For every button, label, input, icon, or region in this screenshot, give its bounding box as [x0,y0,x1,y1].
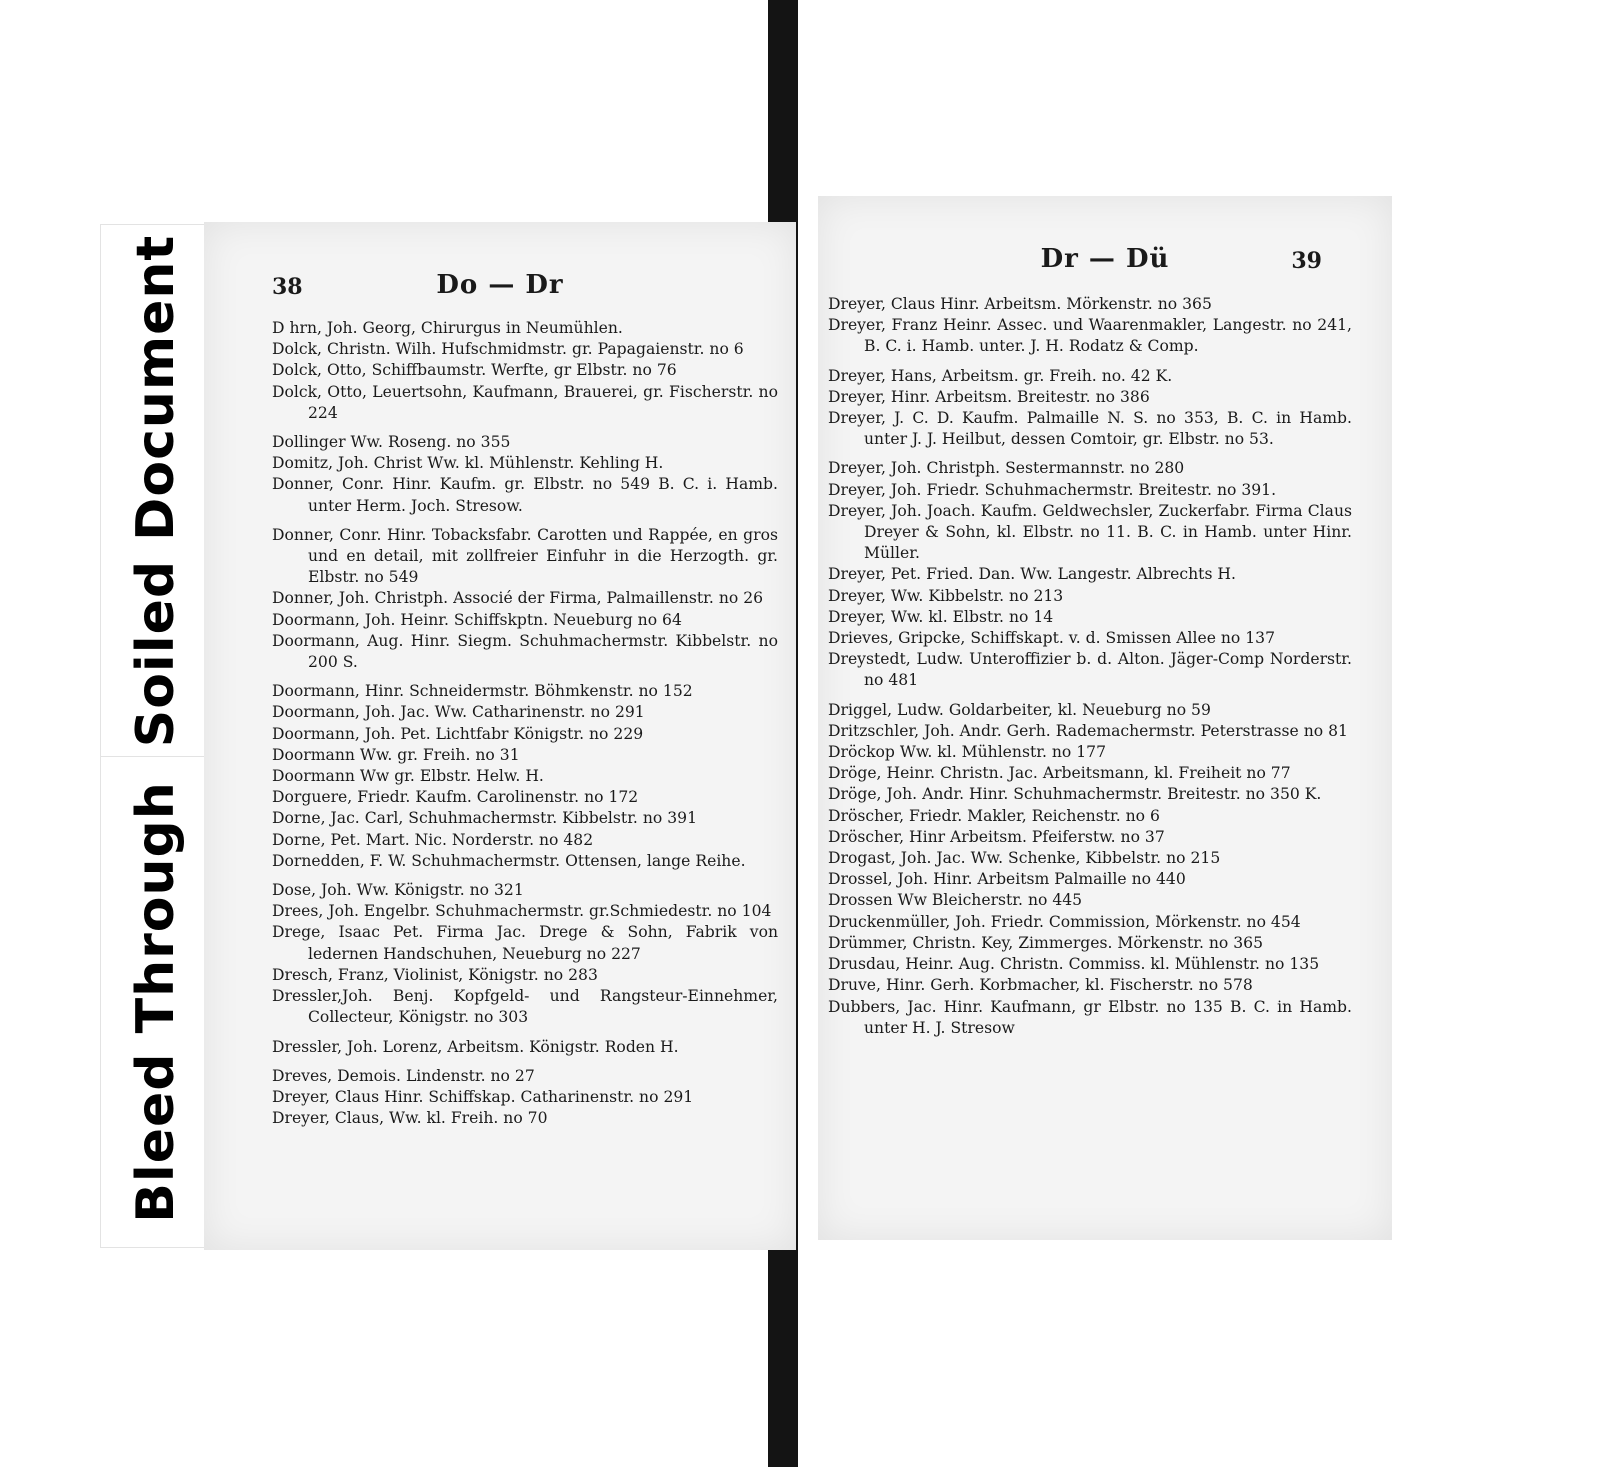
right-page-number: 39 [1291,248,1322,274]
directory-entry: Dolck, Christn. Wilh. Hufschmidmstr. gr. Papagaienstr. no 6 [272,340,744,359]
directory-entry: Dollinger Ww. Roseng. no 355 [272,433,511,452]
directory-entry: Dröscher, Hinr Arbeitsm. Pfeiferstw. no 37 [828,827,1165,846]
directory-entry: Dreyer, Hinr. Arbeitsm. Breitestr. no 386 [828,387,1150,406]
directory-entry: Dreyer, Ww. Kibbelstr. no 213 [828,586,1064,605]
right-running-head: Dr — Dü [1040,244,1170,274]
directory-entry: Dreystedt, Ludw. Unteroffizier b. d. Alton. Jäger-Comp Norderstr. no 481 [828,650,1352,690]
left-page-number: 38 [272,274,303,300]
directory-entry: Doormann, Joh. Jac. Ww. Catharinenstr. no 291 [272,703,645,722]
directory-entry: Doormann Ww. gr. Freih. no 31 [272,745,520,764]
left-page-header [204,270,796,314]
directory-entry: Dreyer, Joh. Joach. Kaufm. Geldwechsler, Zuckerfabr. Firma Claus Dreyer & Sohn, kl. Elbstr. no 11. B. C. in Hamb. unter Hinr. Müller. [828,501,1352,563]
directory-entry: Dröckop Ww. kl. Mühlenstr. no 177 [828,743,1107,762]
right-page [818,196,1392,1240]
directory-entry: Doormann, Joh. Pet. Lichtfabr Königstr. no 229 [272,724,644,743]
directory-entry: Domitz, Joh. Christ Ww. kl. Mühlenstr. Kehling H. [272,454,664,473]
directory-entry: Dröge, Heinr. Christn. Jac. Arbeitsmann, kl. Freiheit no 77 [828,764,1291,783]
directory-entry: Dorne, Jac. Carl, Schuhmachermstr. Kibbelstr. no 391 [272,809,697,828]
directory-entry: Donner, Conr. Hinr. Tobacksfabr. Carotten und Rappée, en gros und en detail, mit zollfreier Einfuhr in die Herzogth. gr. Elbstr. no 549 [272,525,778,587]
directory-entry: Dornedden, F. W. Schuhmachermstr. Ottensen, lange Reihe. [272,851,746,870]
directory-entry: Donner, Conr. Hinr. Kaufm. gr. Elbstr. no 549 B. C. i. Hamb. unter Herm. Joch. Stresow. [272,475,778,515]
directory-entry: Dressler, Joh. Lorenz, Arbeitsm. Königstr. Roden H. [272,1037,679,1056]
bleed-through-label: Bleed Through [126,781,186,1223]
directory-entry: Dreyer, Franz Heinr. Assec. und Waarenmakler, Langestr. no 241, B. C. i. Hamb. unter. J. H. Rodatz & Comp. [828,316,1352,356]
directory-entry: Drege, Isaac Pet. Firma Jac. Drege & Sohn, Fabrik von ledernen Handschuhen, Neueburg no 227 [272,923,778,963]
directory-entry: Druckenmüller, Joh. Friedr. Commission, Mörkenstr. no 454 [828,912,1301,931]
directory-entry: Dose, Joh. Ww. Königstr. no 321 [272,881,524,900]
soiled-document-label: Soiled Document [126,234,186,748]
directory-entry: Doormann, Aug. Hinr. Siegm. Schuhmachermstr. Kibbelstr. no 200 S. [272,631,778,672]
directory-entry: Dreyer, Ww. kl. Elbstr. no 14 [828,607,1054,626]
directory-entry: Donner, Joh. Christph. Associé der Firma, Palmaillenstr. no 26 [272,589,764,608]
directory-entry: Drusdau, Heinr. Aug. Christn. Commiss. kl. Mühlenstr. no 135 [828,955,1320,974]
directory-entry: Dröscher, Friedr. Makler, Reichenstr. no 6 [828,806,1160,825]
directory-entry: Doormann Ww gr. Elbstr. Helw. H. [272,767,544,786]
right-entry-list [828,294,1352,1039]
directory-entry: Dorne, Pet. Mart. Nic. Norderstr. no 482 [272,830,594,849]
directory-entry: Druve, Hinr. Gerh. Korbmacher, kl. Fischerstr. no 578 [828,976,1253,995]
left-page [204,222,796,1250]
directory-entry: Dolck, Otto, Leuertsohn, Kaufmann, Brauerei, gr. Fischerstr. no 224 [272,382,778,422]
soiled-document-label-panel [100,224,212,758]
left-entry-list [272,318,778,1129]
directory-entry: Dorguere, Friedr. Kaufm. Carolinenstr. no 172 [272,788,639,807]
directory-entry: Drossen Ww Bleicherstr. no 445 [828,891,1083,910]
directory-entry: Drogast, Joh. Jac. Ww. Schenke, Kibbelstr. no 215 [828,849,1221,868]
directory-entry: D hrn, Joh. Georg, Chirurgus in Neumühlen. [272,319,623,337]
directory-entry: Dubbers, Jac. Hinr. Kaufmann, gr Elbstr. no 135 B. C. in Hamb. unter H. J. Stresow [828,997,1352,1037]
directory-entry: Dreyer, Claus, Ww. kl. Freih. no 70 [272,1109,548,1128]
directory-entry: Drieves, Gripcke, Schiffskapt. v. d. Smissen Allee no 137 [828,629,1276,648]
directory-entry: Drees, Joh. Engelbr. Schuhmachermstr. gr.Schmiedestr. no 104 [272,902,772,921]
directory-entry: Dreyer, Claus Hinr. Arbeitsm. Mörkenstr. no 365 [828,295,1212,313]
left-running-head: Do — Dr [436,270,564,300]
directory-entry: Dreyer, Claus Hinr. Schiffskap. Catharinenstr. no 291 [272,1087,694,1106]
directory-entry: Doormann, Joh. Heinr. Schiffskptn. Neueburg no 64 [272,610,682,629]
directory-entry: Dreyer, Pet. Fried. Dan. Ww. Langestr. Albrechts H. [828,565,1236,584]
directory-entry: Dreyer, Hans, Arbeitsm. gr. Freih. no. 42 K. [828,366,1173,385]
bleed-through-label-panel [100,756,212,1248]
directory-entry: Dritzschler, Joh. Andr. Gerh. Rademachermstr. Peterstrasse no 81 [828,721,1348,740]
directory-entry: Dreyer, Joh. Friedr. Schuhmachermstr. Breitestr. no 391. [828,480,1277,499]
right-page-header [818,244,1392,288]
directory-entry: Dröge, Joh. Andr. Hinr. Schuhmachermstr. Breitestr. no 350 K. [828,785,1322,804]
directory-entry: Drossel, Joh. Hinr. Arbeitsm Palmaille no 440 [828,870,1186,889]
directory-entry: Dreyer, Joh. Christph. Sestermannstr. no 280 [828,459,1185,478]
directory-entry: Dressler,Joh. Benj. Kopfgeld- und Rangsteur-Einnehmer, Collecteur, Königstr. no 303 [272,987,778,1027]
directory-entry: Driggel, Ludw. Goldarbeiter, kl. Neueburg no 59 [828,700,1211,719]
directory-entry: Drümmer, Christn. Key, Zimmerges. Mörkenstr. no 365 [828,933,1264,952]
directory-entry: Dreyer, J. C. D. Kaufm. Palmaille N. S. no 353, B. C. in Hamb. unter J. J. Heilbut, dessen Comtoir, gr. Elbstr. no 53. [828,409,1352,449]
directory-entry: Doormann, Hinr. Schneidermstr. Böhmkenstr. no 152 [272,682,693,701]
directory-entry: Dreves, Demois. Lindenstr. no 27 [272,1066,535,1085]
directory-entry: Dolck, Otto, Schiffbaumstr. Werfte, gr Elbstr. no 76 [272,361,677,380]
directory-entry: Dresch, Franz, Violinist, Königstr. no 283 [272,965,598,984]
